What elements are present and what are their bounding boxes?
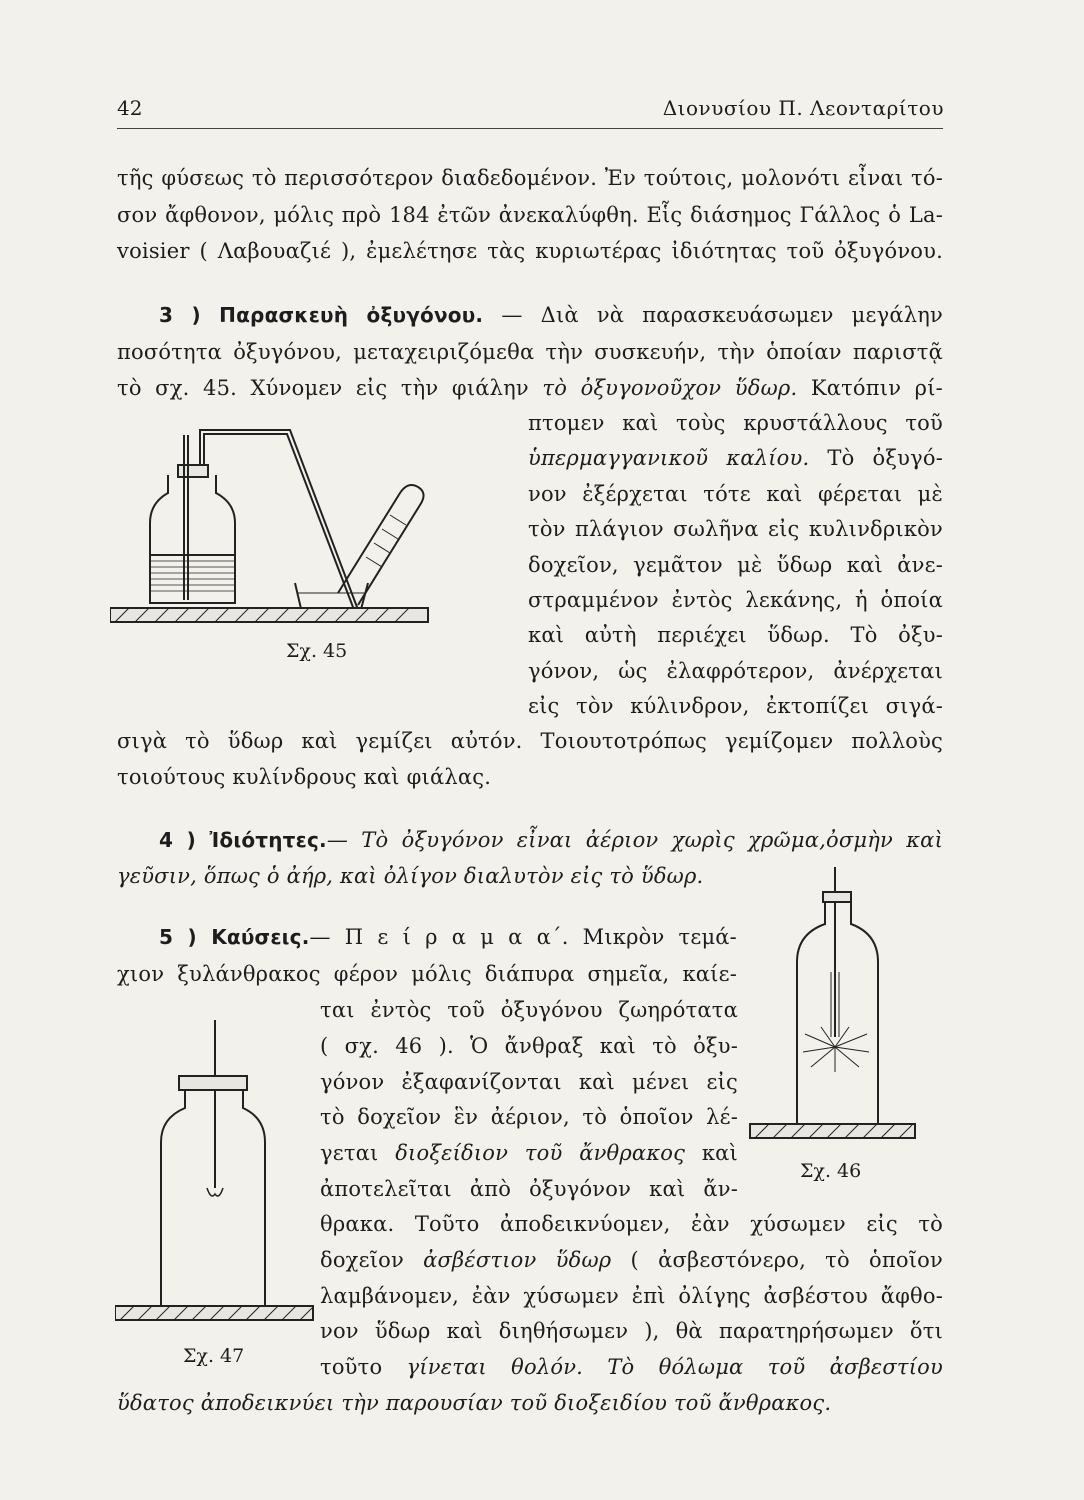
italic-phrase: ἀσβέστιον ὕδωρ: [423, 1248, 612, 1272]
figure-47-caption: Σχ. 47: [183, 1345, 245, 1367]
sec5-line1: [117, 922, 737, 952]
sec5-mid-line: γόνον ἐξαφανίζονται καὶ μένει εἰς: [320, 1070, 738, 1094]
sec3-line3-a: τὸ σχ. 45. Χύνομεν εἰς τὴν φιάλην: [117, 376, 529, 400]
sec5-mid-line: ἀποτελεῖται ἀπὸ ὀξυγόνον καὶ ἄν-: [320, 1177, 738, 1201]
figure-45-apparatus: [110, 415, 430, 630]
sec3-wrap-line: [528, 443, 943, 473]
plain-phrase: τοῦτο: [320, 1355, 383, 1379]
figure-46-bottle: [745, 862, 920, 1152]
para1-line: τῆς φύσεως τὸ περισσότερον διαδεδομένον. Ἐν τούτοις, μολονότι εἶναι τό-: [117, 166, 943, 190]
sec3-line2: ποσότητα ὀξυγόνου, μεταχειριζόμεθα τὴν συσκευήν, τὴν ὁποίαν παριστᾷ: [117, 340, 943, 364]
page-number: 42: [117, 96, 143, 120]
sec3-line1: [117, 300, 943, 330]
sec3-wrap-line: εἰς τὸν κύλινδρον, ἐκτοπίζει σιγά-: [528, 694, 943, 718]
sec5-mid-line: ( σχ. 46 ). Ὁ ἄνθραξ καὶ τὸ ὀξυ-: [320, 1034, 738, 1058]
italic-phrase: διοξείδιον τοῦ ἄνθρακος: [395, 1141, 686, 1165]
para1-line: σον ἄφθονον, μόλις πρὸ 184 ἐτῶν ἀνεκαλύφθη. Εἷς διάσημος Γάλλος ὁ La-: [117, 203, 943, 227]
sec4-line1: [117, 825, 943, 855]
plain-phrase: Τὸ ὀξυγό-: [827, 446, 943, 470]
figure-47-bottle: [115, 1018, 315, 1328]
header-rule: [117, 128, 943, 129]
sec5-line1-rest: — Π ε ί ρ α μ α α΄. Μικρὸν τεμά-: [309, 925, 737, 949]
sec5-mid-line: [320, 1138, 738, 1168]
sec5-wide-line: λαμβάνομεν, ἐὰν χύσωμεν ἐπὶ ὀλίγης ἀσβέστου ἄφθο-: [320, 1284, 943, 1308]
sec3-wrap-line: καὶ αὐτὴ περιέχει ὕδωρ. Τὸ ὀξυ-: [528, 623, 943, 647]
plain-phrase: ( ἀσβεστόνερο, τὸ ὁποῖον: [630, 1248, 943, 1272]
sec5-last-line: ὕδατος ἀποδεικνύει τὴν παρουσίαν τοῦ διοξειδίου τοῦ ἄνθρακος.: [117, 1391, 832, 1415]
sec3-line1-rest: — Διὰ νὰ παρασκευάσωμεν μεγάλην: [501, 303, 943, 327]
sec3-line3-italic: τὸ ὀξυγονοῦχον ὕδωρ.: [542, 376, 798, 400]
sec3-wrap-line: στραμμένον ἐντὸς λεκάνης, ἡ ὁποία: [528, 588, 943, 612]
sec5-wide-line: [320, 1352, 943, 1382]
sec3-wrap-line: δοχεῖον, γεμᾶτον μὲ ὕδωρ καὶ ἀνε-: [528, 553, 943, 577]
sec4-heading: 4 ) Ἰδιότητες.: [159, 828, 327, 852]
sec3-wrap-line: πτομεν καὶ τοὺς κρυστάλλους τοῦ: [528, 411, 943, 435]
sec4-line2: γεῦσιν, ὅπως ὁ ἀήρ, καὶ ὀλίγον διαλυτὸν εἰς τὸ ὕδωρ.: [117, 864, 704, 888]
figure-45-caption: Σχ. 45: [286, 640, 348, 662]
running-title: Διονυσίου Π. Λεονταρίτου: [662, 96, 944, 120]
para1-line: voisier ( Λαβουαζιέ ), ἐμελέτησε τὰς κυριωτέρας ἰδιότητας τοῦ ὀξυγόνου.: [117, 239, 943, 263]
sec3-after-line: τοιούτους κυλίνδρους καὶ φιάλας.: [117, 765, 492, 789]
sec4-line1-rest: — Τὸ ὀξυγόνον εἶναι ἀέριον χωρὶς χρῶμα,ὀσμὴν καὶ: [326, 828, 943, 852]
sec5-mid-line: ται ἐντὸς τοῦ ὀξυγόνου ζωηρότατα: [320, 998, 738, 1022]
sec5-line2: χιον ξυλάνθρακος φέρον μόλις διάπυρα σημεῖα, καίε-: [117, 962, 737, 986]
plain-phrase: δοχεῖον: [320, 1248, 404, 1272]
plain-phrase: καὶ: [701, 1141, 738, 1165]
sec5-heading: 5 ) Καύσεις.: [159, 925, 310, 949]
sec3-line3-c: Κατόπιν ρί-: [810, 376, 943, 400]
sec3-after-line: σιγὰ τὸ ὕδωρ καὶ γεμίζει αὐτόν. Τοιουτοτρόπως γεμίζομεν πολλοὺς: [117, 729, 943, 753]
sec3-wrap-line: γόνον, ὡς ἐλαφρότερον, ἀνέρχεται: [528, 659, 943, 683]
sec3-heading: 3 ) Παρασκευὴ ὀξυγόνου.: [159, 303, 484, 327]
plain-phrase: γεται: [320, 1141, 379, 1165]
italic-phrase: ὑπερμαγγανικοῦ καλίου.: [528, 446, 810, 470]
sec3-line3: [117, 373, 943, 403]
italic-phrase: γίνεται θολόν. Τὸ θόλωμα τοῦ ἀσβεστίου: [406, 1355, 943, 1379]
sec3-wrap-line: νον ἐξέρχεται τότε καὶ φέρεται μὲ: [528, 482, 943, 506]
sec5-wide-line: [320, 1245, 943, 1275]
sec5-wide-line: θρακα. Τοῦτο ἀποδεικνύομεν, ἐὰν χύσωμεν εἰς τὸ: [320, 1212, 943, 1236]
sec5-mid-line: τὸ δοχεῖον ἓν ἀέριον, τὸ ὁποῖον λέ-: [320, 1105, 738, 1129]
sec3-wrap-line: τὸν πλάγιον σωλῆνα εἰς κυλινδρικὸν: [528, 517, 943, 541]
figure-46-caption: Σχ. 46: [800, 1160, 862, 1182]
sec5-wide-line: νον ὕδωρ καὶ διηθήσωμεν ), θὰ παρατηρήσωμεν ὅτι: [320, 1319, 943, 1343]
